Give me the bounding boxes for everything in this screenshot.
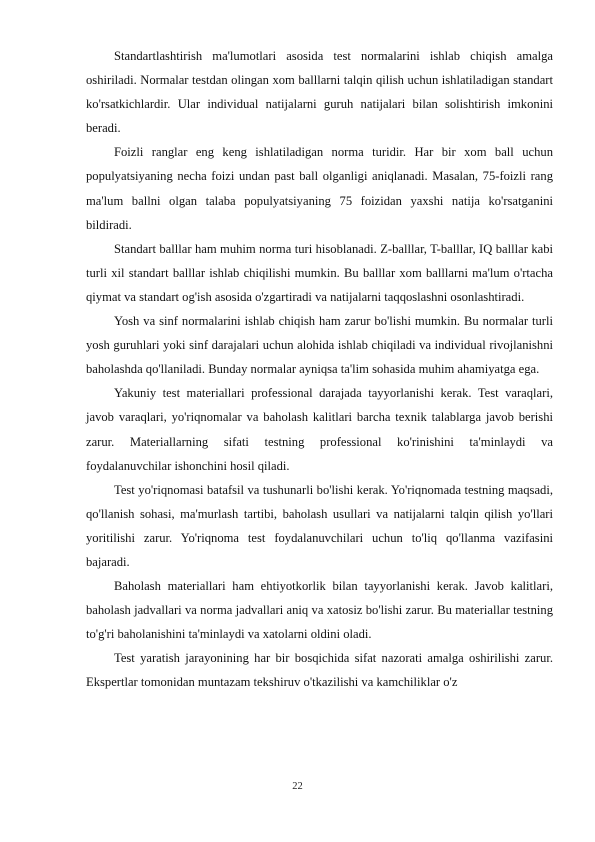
paragraph: Test yo'riqnomasi batafsil va tushunarli bo'lishi kerak. Yo'riqnomada testning maqsadi, qo'llanish sohasi, ma'murlash tartibi, baholash usullari va natijalarni talqin qilish yo'llari yoritilishi zarur. Yo'riqnoma test foydalanuvchilari uchun to'liq qo'llanma vazifasini bajaradi. [86, 482, 553, 569]
page-number: 22 [292, 781, 303, 792]
document-body [86, 44, 553, 695]
paragraph: Foizli ranglar eng keng ishlatiladigan norma turidir. Har bir xom ball uchun populyatsiyaning necha foizi undan past ball olganligi aniqlanadi. Masalan, 75-foizli rang ma'lum ballni olgan talaba populyatsiyaning 75 foizidan yaxshi natija ko'rsatganini bildiradi. [86, 145, 553, 232]
paragraph: Yakuniy test materiallari professional darajada tayyorlanishi kerak. Test varaqlari, javob varaqlari, yo'riqnomalar va baholash kalitlari barcha texnik talablarga javob berishi zarur. Materiallarning sifati testning professional ko'rinishini ta'minlaydi va foydalanuvchilar ishonchini hosil qiladi. [86, 386, 553, 473]
paragraph: Baholash materiallari ham ehtiyotkorlik bilan tayyorlanishi kerak. Javob kalitlari, baholash jadvallari va norma jadvallari aniq va xatosiz bo'lishi zarur. Bu materiallar testning to'g'ri baholanishini ta'minlaydi va xatolarni oldini oladi. [86, 579, 553, 642]
paragraph: Yosh va sinf normalarini ishlab chiqish ham zarur bo'lishi mumkin. Bu normalar turli yosh guruhlari yoki sinf darajalari uchun alohida ishlab chiqiladi va individual rivojlanishni baholashda qo'llaniladi. Bunday normalar ayniqsa ta'lim sohasida muhim ahamiyatga ega. [86, 314, 553, 377]
paragraph: Standartlashtirish ma'lumotlari asosida test normalarini ishlab chiqish amalga oshiriladi. Normalar testdan olingan xom balllarni talqin qilish uchun ishlatiladigan standart ko'rsatkichlardir. Ular individual natijalarni guruh natijalari bilan solishtirish imkonini beradi. [86, 49, 553, 136]
paragraph: Test yaratish jarayonining har bir bosqichida sifat nazorati amalga oshirilishi zarur. Ekspertlar tomonidan muntazam tekshiruv o'tkazilishi va kamchiliklar o'z [86, 651, 553, 690]
paragraph: Standart balllar ham muhim norma turi hisoblanadi. Z-balllar, T-balllar, IQ balllar kabi turli xil standart balllar ishlab chiqilishi mumkin. Bu balllar xom balllarni ma'lum o'rtacha qiymat va standart og'ish asosida o'zgartiradi va natijalarni taqqoslashni osonlashtiradi. [86, 241, 553, 304]
